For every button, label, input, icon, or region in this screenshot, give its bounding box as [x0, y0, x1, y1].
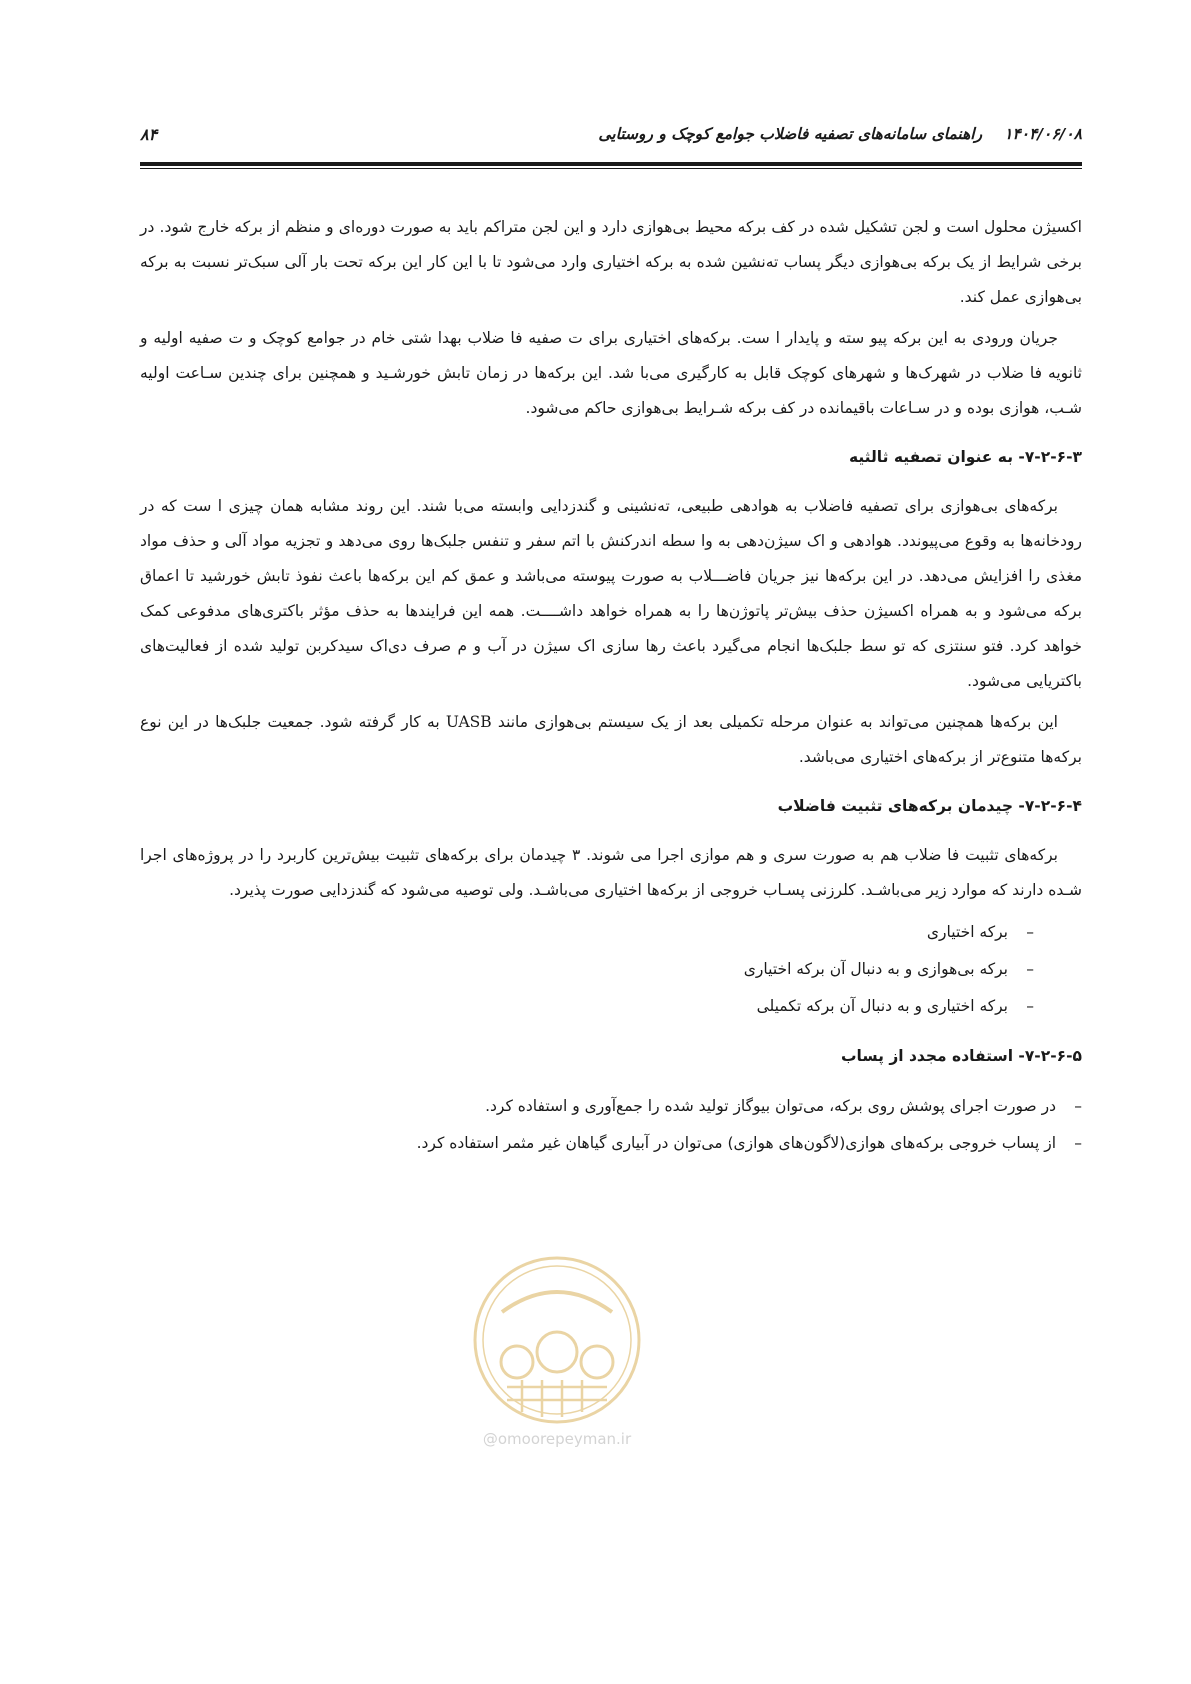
document-body: [140, 210, 1082, 1168]
paragraph-text: این برکه‌ها همچنین می‌تواند به عنوان مرحله تکمیلی بعد از یک سیستم بی‌هوازی مانند: [491, 713, 1058, 731]
watermark: [462, 1252, 652, 1452]
list-item: – در صورت اجرای پوشش روی برکه، می‌توان بیوگاز تولید شده را جمع‌آوری و استفاده کرد.: [140, 1088, 1082, 1125]
paragraph: برکه‌های تثبیت فا ضلاب هم به صورت سری و هم موازی اجرا می شوند. ۳ چیدمان برای برکه‌های تثبیت بیش‌ترین کاربرد را در پروژه‌های اجرا شـده دارند که موارد زیر می‌باشـد. کلرزنی پسـاب خروجی از برکه‌ها اختیاری می‌باشـد. ولی توصیه می‌شود که گندزدایی صورت پذیرد.: [140, 846, 1082, 899]
list-item: – از پساب خروجی برکه‌های هوازی(لاگون‌های هوازی) می‌توان در آبیاری گیاهان غیر مثمر استفاده کرد.: [140, 1125, 1082, 1162]
header-date: ۱۴۰۴/۰۶/۰۸: [1004, 125, 1082, 143]
section-heading: ۷-۲-۶-۳- به عنوان تصفیه ثالثیه: [848, 448, 1082, 466]
running-header: [140, 125, 1082, 155]
paragraph: برکه‌های بی‌هوازی برای تصفیه فاضلاب به هوادهی طبیعی، ته‌نشینی و گندزدایی وابسته می‌با شند. این روند مشابه همان چیزی ا ست که در رودخانه‌ها به وقوع می‌پیوندد. هوادهی و اک سیژن‌دهی به وا سطه اندرکنش با اتم سفر و تنفس جلبک‌ها روی می‌دهد و تجزیه مواد آلی و حذف مواد مغذی را افزایش می‌دهد. در این برکه‌ها نیز جریان فاضـــلاب به صورت پیوسته می‌باشد و عمق کم این برکه‌ها باعث نفوذ تابش خورشید تا اعماق برکه می‌شود و به همراه اکسیژن حذف بیش‌تر پاتوژن‌ها را به همراه خواهد داشــــت. همه این فرایندها به حذف مؤثر باکتری‌های مدفوعی کمک خواهد کرد. فتو سنتزی که تو سط جلبک‌ها انجام می‌گیرد باعث رها سازی اک سیژن در آب و م صرف دی‌اک سیدکربن تولید شده از فعالیت‌های باکتریایی می‌شود.: [140, 497, 1082, 690]
header-title-line: [598, 125, 1082, 143]
list-item: – برکه اختیاری: [140, 914, 1034, 951]
header-rule: [140, 162, 1082, 166]
arrangement-list: [140, 914, 1082, 1025]
section-heading: ۷-۲-۶-۴- چیدمان برکه‌های تثبیت فاضلاب: [777, 797, 1082, 815]
paragraph: اکسیژن محلول است و لجن تشکیل شده در کف برکه محیط بی‌هوازی دارد و این لجن متراکم باید به صورت دوره‌ای و منظم از برکه خارج شود. در برخی شرایط از یک برکه بی‌هوازی دیگر پساب ته‌نشین شده به برکه اختیاری وارد می‌شود تا با این کار این برکه تحت بار آلی سبک‌تر نسبت به برکه بی‌هوازی عمل کند.: [140, 218, 1082, 306]
section-heading: ۷-۲-۶-۵- استفاده مجدد از پساب: [840, 1047, 1082, 1065]
list-item: – برکه اختیاری و به دنبال آن برکه تکمیلی: [140, 988, 1034, 1025]
watermark-logo-icon: [462, 1252, 652, 1432]
list-item: – برکه بی‌هوازی و به دنبال آن برکه اختیاری: [140, 951, 1034, 988]
paragraph: جریان ورودی به این برکه پیو سته و پایدار ا ست. برکه‌های اختیاری برای ت صفیه فا ضلاب بهدا شتی خام در جوامع کوچک و ت صفیه اولیه و ثانویه فا ضلاب در شهرک‌ها و شهرهای کوچک قابل به کارگیری می‌با شد. این برکه‌ها در زمان تابش خورشـید و همچنین برای چندین سـاعت اولیه شـب، هوازی بوده و در سـاعات باقیمانده در کف برکه شـرایط بی‌هوازی حاکم می‌شود.: [140, 329, 1082, 417]
watermark-caption: @omoorepeyman.ir: [482, 1430, 632, 1448]
paragraph-text: به کار گرفته شود. جمعیت جلبک‌ها در این نوع برکه‌ها متنوع‌تر از برکه‌های اختیاری می‌باشد.: [140, 713, 1082, 766]
reuse-list: [140, 1088, 1082, 1162]
page-number: ۸۴: [140, 125, 158, 144]
paragraph: [140, 705, 1082, 775]
header-title: راهنمای سامانه‌های تصفیه فاضلاب جوامع کوچک و روستایی: [598, 125, 983, 143]
header-rule-thin: [140, 168, 1082, 169]
uasb-term: UASB: [445, 713, 492, 731]
